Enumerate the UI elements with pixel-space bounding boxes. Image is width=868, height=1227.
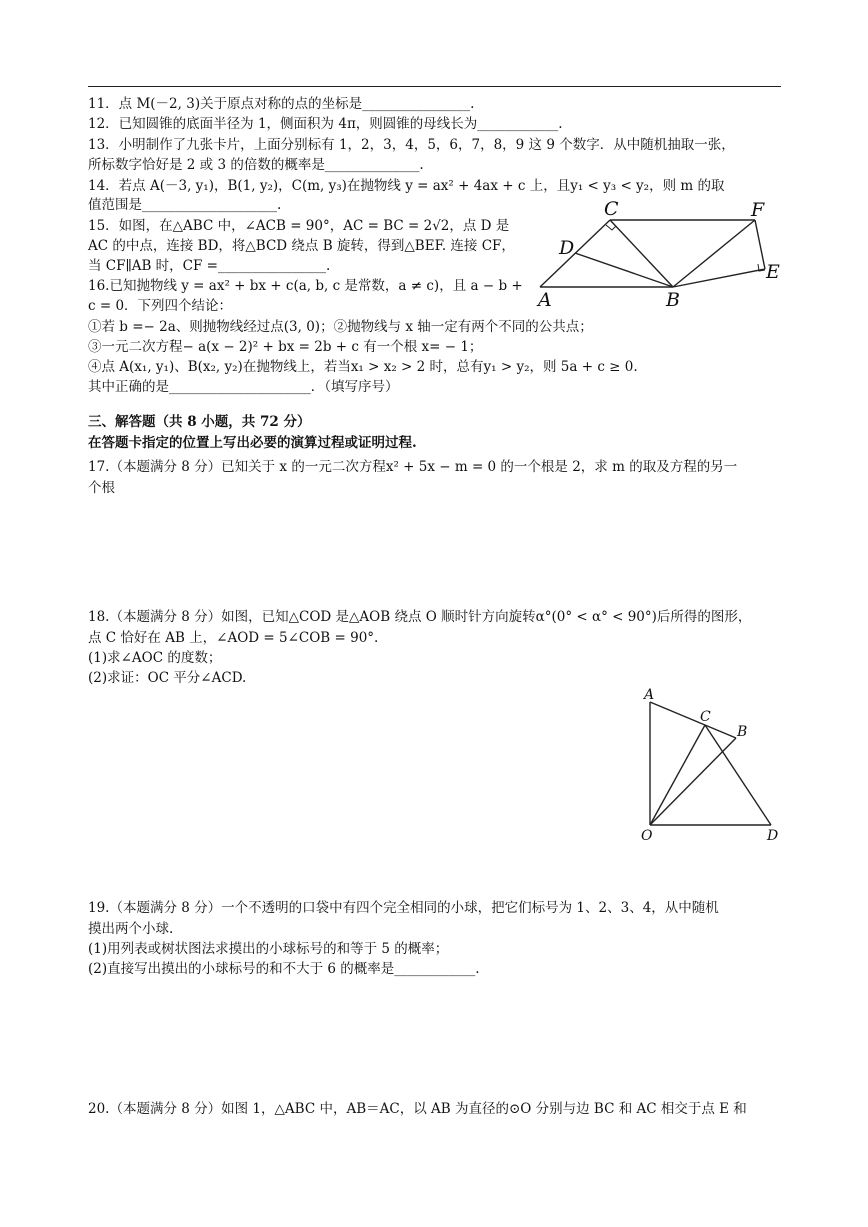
segment-ob — [650, 738, 736, 825]
segment-fe — [755, 220, 765, 269]
q16-answer-line: 其中正确的是_____________________．（填写序号） — [88, 379, 399, 395]
label-c: C — [604, 198, 619, 220]
q16-option-3: ③一元二次方程− a(x − 2)² + bx = 2b + c 有一个根 x= − 1； — [88, 339, 483, 355]
header-rule — [88, 86, 781, 87]
segment-bf — [673, 220, 755, 287]
q11-line: 11．点 M(－2, 3)关于原点对称的点的坐标是________________. — [88, 96, 475, 112]
label-e: E — [766, 261, 780, 283]
q12-line: 12．已知圆锥的底面半径为 1，侧面积为 4π，则圆锥的母线长为____________. — [88, 116, 563, 132]
q19-line-1: 19.（本题满分 8 分）一个不透明的口袋中有四个完全相同的小球，把它们标号为 1、2、3、4，从中随机 — [88, 900, 719, 916]
q15-line-1: 15．如图，在△ABC 中，∠ACB = 90°，AC = BC = 2√2，点 D 是 — [88, 218, 510, 234]
q19-part-2: (2)直接写出摸出的小球标号的和不大于 6 的概率是____________. — [88, 961, 480, 977]
label-f: F — [751, 199, 765, 221]
segment-bd — [575, 253, 673, 287]
q15-line-3: 当 CF∥AB 时，CF =________________. — [88, 258, 331, 274]
q18-geometry-figure — [636, 685, 786, 845]
q17-line-1: 17.（本题满分 8 分）已知关于 x 的一元二次方程x² + 5x − m = 0 的一个根是 2，求 m 的取及方程的另一 — [88, 459, 738, 475]
segment-bc — [610, 220, 673, 287]
q19-line-2: 摸出两个小球. — [88, 921, 174, 937]
section-3-title: 三、解答题（共 8 小题，共 72 分） — [88, 414, 311, 430]
label-d: D — [767, 828, 779, 844]
label-b: B — [666, 289, 680, 311]
q14-line-2: 值范围是____________________. — [88, 197, 282, 213]
segment-ab — [650, 702, 736, 738]
q13-line-2: 所标数字恰好是 2 或 3 的倍数的概率是______________. — [88, 157, 424, 173]
label-a: A — [644, 687, 655, 703]
q14-line-1: 14．若点 A(－3, y₁)，B(1, y₂)，C(m, y₃)在抛物线 y = ax² + 4ax + c 上，且y₁ < y₃ < y₂，则 m 的取 — [88, 178, 725, 194]
q17-line-2: 个根 — [88, 480, 115, 496]
q16-option-4: ④点 A(x₁, y₁)、B(x₂, y₂)在抛物线上，若当x₁ > x₂ > 2 时，总有y₁ > y₂，则 5a + c ≥ 0. — [88, 359, 638, 375]
q18-part-1: (1)求∠AOC 的度数； — [88, 650, 222, 666]
q20-line-1: 20.（本题满分 8 分）如图 1，△ABC 中，AB＝AC，以 AB 为直径的⊙O 分别与边 BC 和 AC 相交于点 E 和 — [88, 1101, 747, 1117]
q16-option-1-2: ①若 b =− 2a、则抛物线经过点(3, 0)；②抛物线与 x 轴一定有两个不同的公共点； — [88, 319, 593, 335]
q18-line-2: 点 C 恰好在 AB 上，∠AOD = 5∠COB = 90°. — [88, 630, 379, 646]
q18-part-2: (2)求证：OC 平分∠ACD. — [88, 670, 247, 686]
q15-line-2: AC 的中点，连接 BD，将△BCD 绕点 B 旋转，得到△BEF. 连接 CF， — [88, 238, 515, 254]
q16-line-1: 16.已知抛物线 y = ax² + bx + c(a, b, c 是常数，a ≠ c)，且 a − b + — [88, 278, 523, 294]
label-b: B — [737, 724, 748, 740]
label-o: O — [641, 828, 653, 844]
label-d: D — [559, 237, 575, 259]
q18-line-1: 18.（本题满分 8 分）如图，已知△COD 是△AOB 绕点 O 顺时针方向旋转α°(0° < α° < 90°)后所得的图形， — [88, 609, 752, 625]
label-a: A — [538, 289, 552, 311]
q13-line-1: 13．小明制作了九张卡片，上面分别标有 1，2，3，4，5，6，7，8，9 这 9 个数字．从中随机抽取一张， — [88, 137, 735, 153]
segment-eb — [673, 269, 765, 287]
q16-line-2: c = 0．下列四个结论： — [88, 298, 233, 314]
q15-geometry-figure — [525, 196, 790, 311]
label-c: C — [700, 709, 711, 725]
q19-part-1: (1)用列表或树状图法求摸出的小球标号的和等于 5 的概率； — [88, 941, 449, 957]
section-3-instruction: 在答题卡指定的位置上写出必要的演算过程或证明过程. — [88, 435, 417, 451]
segment-cd — [705, 725, 771, 825]
segment-oc — [650, 725, 705, 825]
